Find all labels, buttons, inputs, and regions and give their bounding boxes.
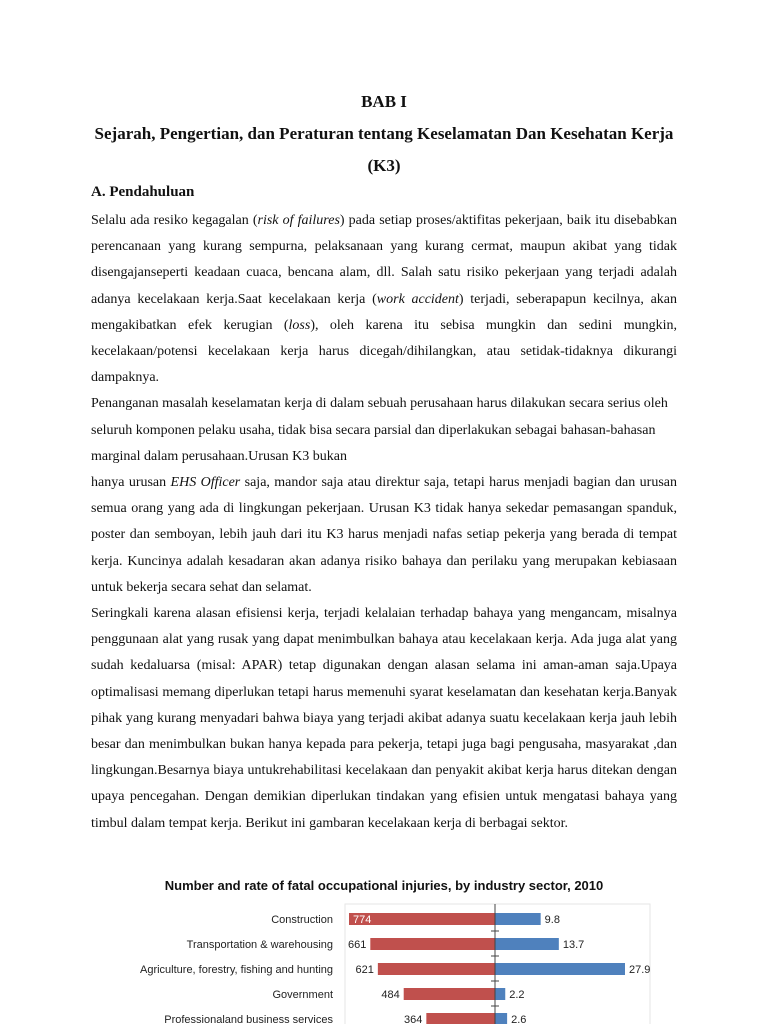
text-run: saja, mandor saja atau direktur saja, tetapi harus menjadi bagian dan urusan semua orang yang ada di lingkungan pekerjaan. Urusan K3 tidak hanya sekedar pemasangan spanduk, poster dan semboyan, lebih jauh dari itu K3 harus menjadi nafas setiap pekerja yang berada di tempat kerja. Kuncinya adalah kesadaran akan adanya risiko bahaya dan perilaku yang merupakan kebiasaan untuk bekerja secara sehat dan selamat.: [91, 475, 677, 595]
chapter-heading: BAB I: [361, 92, 407, 111]
text-run: ) pada setiap proses/aktifitas pekerjaan, baik itu disebabkan perencanaan yang kurang sempurna, pelaksanaan yang kurang cermat, maupun akibat yang tidak disengajanseperti keadaan cuaca, bencana alam, dll. Salah satu risiko pekerjaan yang terjadi adalah adanya kecelakaan kerja.Saat kecelakaan kerja (: [91, 213, 677, 307]
right-value-label: 9.8: [544, 914, 560, 926]
right-bar: [495, 988, 505, 1000]
left-bar: [404, 988, 495, 1000]
left-value-label: 661: [347, 939, 367, 951]
italic-term: risk of failures: [257, 213, 340, 228]
category-label: Government: [272, 989, 333, 1001]
text-run: ) terjadi, seberapapun kecilnya, akan mengakibatkan efek kerugian (: [91, 291, 678, 333]
left-bar: [370, 938, 495, 950]
right-bar: [495, 1013, 507, 1024]
bar-chart: [0, 900, 768, 1024]
text-run: Seringkali karena alasan efisiensi kerja, terjadi kelalaian terhadap bahaya yang mengancam, misalnya penggunaan alat yang rusak yang dapat menimbulkan bahaya atau kecelakaan kerja. Ada juga alat yang sudah kedaluarsa (misal: APAR) tetap digunakan dengan alasan selama ini aman-aman saja.Upaya optimalisasi memang diperlukan tetapi harus memenuhi syarat keselamatan dan kesehatan kerja.Banyak pihak yang kurang menyadari bahwa biaya yang terjadi akibat adanya suatu kecelakaan kerja jauh lebih besar dan menimbulkan bukan hanya kepada para pekerja, tetapi juga bagi pengusaha, masyarakat ,dan lingkungan.Besarnya biaya untukrehabilitasi kecelakaan dan penyakit akibat kerja harus ditekan dengan upaya pencegahan. Dengan demikian diperlukan tindakan yang efisien untuk mengatasi bahaya yang timbul dalam tempat kerja. Berikut ini gambaran kecelakaan kerja di berbagai sektor.: [91, 606, 677, 831]
right-value-label: 27.9: [629, 964, 651, 976]
right-value-label: 2.6: [511, 1014, 527, 1024]
left-bar: [378, 963, 495, 975]
right-value-label: 2.2: [509, 989, 525, 1001]
category-label: Professionaland business services: [164, 1014, 333, 1024]
right-bar: [495, 938, 559, 950]
italic-term: loss: [288, 317, 311, 333]
category-label: Agriculture, forestry, fishing and hunting: [139, 964, 333, 976]
body-text: [91, 208, 677, 837]
paragraph-3: [91, 470, 677, 601]
italic-term: EHS Officer: [170, 475, 241, 491]
section-heading: A. Pendahuluan: [91, 184, 195, 200]
paragraph-4: [91, 601, 677, 837]
right-value-label: 13.7: [562, 939, 585, 951]
italic-term: work accident: [376, 291, 459, 307]
category-label: Transportation & warehousing: [186, 939, 333, 951]
chapter-title: Sejarah, Pengertian, dan Peraturan tentang Keselamatan Dan Kesehatan Kerja (K3): [94, 124, 674, 175]
left-bar: [426, 1013, 495, 1024]
category-label: Construction: [271, 914, 333, 926]
left-value-label: 364: [403, 1014, 423, 1024]
chart-title: Number and rate of fatal occupational injuries, by industry sector, 2010: [164, 878, 604, 893]
paragraph-1: [91, 208, 677, 391]
text-run: ), oleh karena itu sebisa mungkin dan sedini mungkin, kecelakaan/potensi kecelakaan kerja harus dicegah/dihilangkan, atau setidak-tidaknya dikurangi dampaknya.: [91, 317, 677, 386]
text-run: hanya urusan: [91, 475, 171, 491]
right-bar: [495, 913, 541, 925]
text-run: Penanganan masalah keselamatan kerja di dalam sebuah perusahaan harus dilakukan secara serius oleh seluruh komponen pelaku usaha, tidak bisa secara parsial dan diperlakukan sebagai bahasan-bahasan marginal dalam perusahaan.Urusan K3 bukan: [91, 396, 668, 464]
left-value-label: 774: [353, 914, 372, 926]
paragraph-2: [91, 391, 677, 470]
left-value-label: 621: [355, 964, 374, 976]
text-run: Selalu ada resiko kegagalan (: [91, 213, 258, 228]
left-value-label: 484: [381, 989, 400, 1001]
right-bar: [495, 963, 625, 975]
